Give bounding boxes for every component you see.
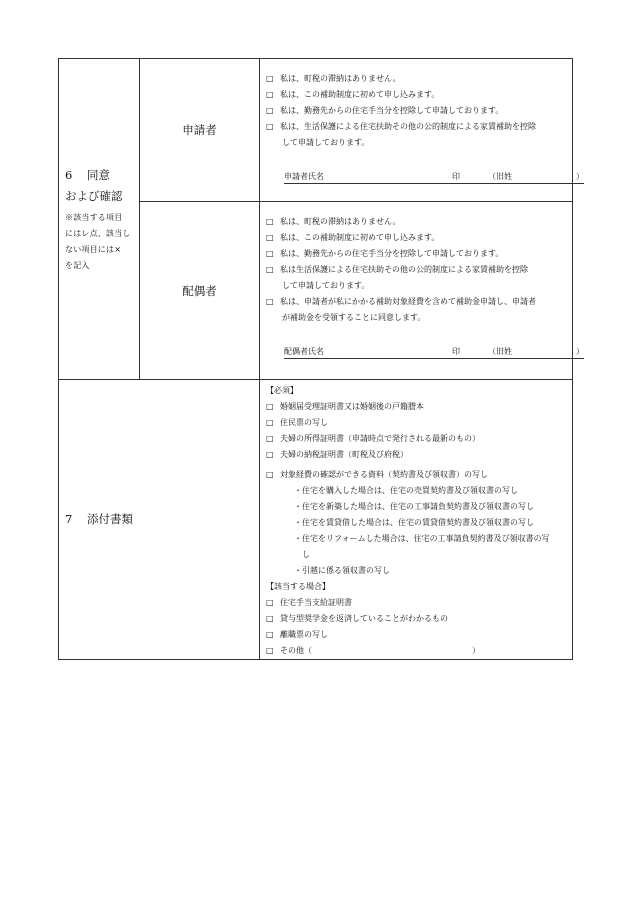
checkbox[interactable]: □: [266, 630, 274, 639]
sub-item-continued: し: [302, 550, 310, 559]
attachment-item: [266, 431, 566, 447]
consent-item: [266, 230, 566, 246]
checkbox[interactable]: □: [266, 434, 274, 443]
attachment-item: [266, 627, 566, 643]
consent-item: [266, 262, 566, 278]
note-line: にはレ点、該当し: [65, 228, 131, 238]
checkbox[interactable]: □: [266, 297, 274, 306]
consent-text-continued: して申請しております。: [282, 138, 370, 147]
section6-applicant-row: [59, 59, 573, 202]
checkbox[interactable]: □: [266, 450, 274, 459]
consent-text: 私は、町税の滞納はありません。: [280, 74, 401, 83]
section6-label-cell: [59, 59, 140, 380]
checkbox[interactable]: □: [266, 402, 274, 411]
attachment-item: [266, 399, 566, 415]
attachment-item: [266, 595, 566, 611]
spouse-consent-cell: [260, 202, 584, 380]
consent-item: [266, 294, 566, 310]
attachment-item: [266, 611, 566, 627]
checkbox[interactable]: □: [266, 249, 274, 258]
applicable-header: 【該当する場合】: [266, 582, 330, 591]
form-table: [58, 58, 584, 660]
section6-number: 6: [65, 167, 73, 182]
sub-item: ・住宅をリフォームした場合は、住宅の工事請負契約書及び領収書の写: [294, 534, 550, 543]
consent-text: 私は、生活保護による住宅扶助その他の公的制度による家賃補助を控除: [280, 122, 536, 131]
consent-text-continued: して申請しております。: [282, 281, 370, 290]
consent-text: 私は、この補助制度に初めて申し込みます。: [280, 90, 440, 99]
consent-item: [266, 214, 566, 230]
note-line: ない項目には×: [65, 244, 122, 254]
checkbox[interactable]: □: [266, 217, 274, 226]
section6-title: [65, 165, 139, 186]
consent-text: 私は、勤務先からの住宅手当分を控除して申請しております。: [280, 106, 504, 115]
section6-title-line2: および確認: [65, 188, 123, 203]
attachment-item: [266, 467, 566, 483]
attachment-text: 夫婦の所得証明書（申請時点で発行される最新のもの）: [280, 434, 480, 443]
checkbox[interactable]: □: [266, 265, 274, 274]
attachment-item-other: [266, 643, 566, 659]
sub-item: ・住宅を賃貸借した場合は、住宅の賃貸借契約書及び領収書の写し: [294, 518, 534, 527]
consent-item: [266, 246, 566, 262]
section7-number: 7: [65, 512, 73, 526]
checkbox[interactable]: □: [266, 614, 274, 623]
section7-title-text: 添付書類: [87, 512, 133, 526]
maiden-name-label: （旧姓: [488, 172, 512, 181]
section6-title-line1: 同意: [87, 167, 110, 182]
attachment-text: 夫婦の納税証明書（町税及び府税）: [280, 450, 408, 459]
checkbox[interactable]: □: [266, 122, 274, 131]
consent-text: 私は、この補助制度に初めて申し込みます。: [280, 233, 440, 242]
attachment-text: 離職票の写し: [280, 630, 328, 639]
section6-note: [65, 210, 139, 274]
consent-item: [266, 103, 566, 119]
sub-item: ・住宅を購入した場合は、住宅の売買契約書及び領収書の写し: [294, 486, 518, 495]
checkbox[interactable]: □: [266, 74, 274, 83]
consent-item: [266, 71, 566, 87]
consent-text: 私は、町税の滞納はありません。: [280, 217, 401, 226]
seal-mark: 印: [452, 172, 460, 181]
consent-item: [266, 119, 566, 135]
checkbox[interactable]: □: [266, 598, 274, 607]
sub-item: ・引越に係る領収書の写し: [294, 566, 390, 575]
spouse-signature-line[interactable]: [284, 346, 584, 359]
paren-close: ）: [576, 172, 584, 181]
attachment-text: 貸与型奨学金を返済していることがわかるもの: [280, 614, 448, 623]
sub-item: ・住宅を新築した場合は、住宅の工事請負契約書及び領収書の写し: [294, 502, 534, 511]
attachment-text: 婚姻届受理証明書又は婚姻後の戸籍謄本: [280, 402, 424, 411]
paren-close: ）: [472, 646, 480, 655]
checkbox[interactable]: □: [266, 418, 274, 427]
checkbox[interactable]: □: [266, 233, 274, 242]
consent-text: 私は、申請者が私にかかる補助対象経費を含めて補助金申請し、申請者: [280, 297, 536, 306]
signature-name-label: 配偶者氏名: [284, 347, 324, 356]
application-form-table: [58, 58, 584, 655]
checkbox[interactable]: □: [266, 470, 274, 479]
consent-text-continued: が補助金を受領することに同意します。: [282, 313, 426, 322]
attachment-text: 住民票の写し: [280, 418, 328, 427]
consent-text: 私は生活保護による住宅扶助その他の公的制度による家賃補助を控除: [280, 265, 528, 274]
checkbox[interactable]: □: [266, 106, 274, 115]
consent-item: [266, 87, 566, 103]
paren-close: ）: [576, 347, 584, 356]
section7-label-cell: [59, 380, 260, 660]
note-line: ※該当する項目: [65, 212, 123, 222]
spouse-label: 配偶者: [140, 202, 260, 380]
checkbox[interactable]: □: [266, 646, 274, 655]
consent-text: 私は、勤務先からの住宅手当分を控除して申請しております。: [280, 249, 504, 258]
section7-title: [65, 509, 259, 530]
attachment-item: [266, 447, 566, 463]
attachment-text: その他（: [280, 646, 312, 655]
note-line: を記入: [65, 260, 90, 270]
attachment-item: [266, 415, 566, 431]
applicant-signature-line[interactable]: [284, 171, 584, 184]
seal-mark: 印: [452, 347, 460, 356]
maiden-name-label: （旧姓: [488, 347, 512, 356]
section7-row: [59, 380, 573, 660]
checkbox[interactable]: □: [266, 90, 274, 99]
attachment-text: 対象経費の確認ができる資料（契約書及び領収書）の写し: [280, 470, 488, 479]
attachment-text: 住宅手当支給証明書: [280, 598, 352, 607]
applicant-label: 申請者: [140, 59, 260, 202]
required-header: 【必須】: [266, 386, 298, 395]
attachments-cell: [260, 380, 573, 660]
signature-name-label: 申請者氏名: [284, 172, 324, 181]
applicant-consent-cell: [260, 59, 584, 202]
